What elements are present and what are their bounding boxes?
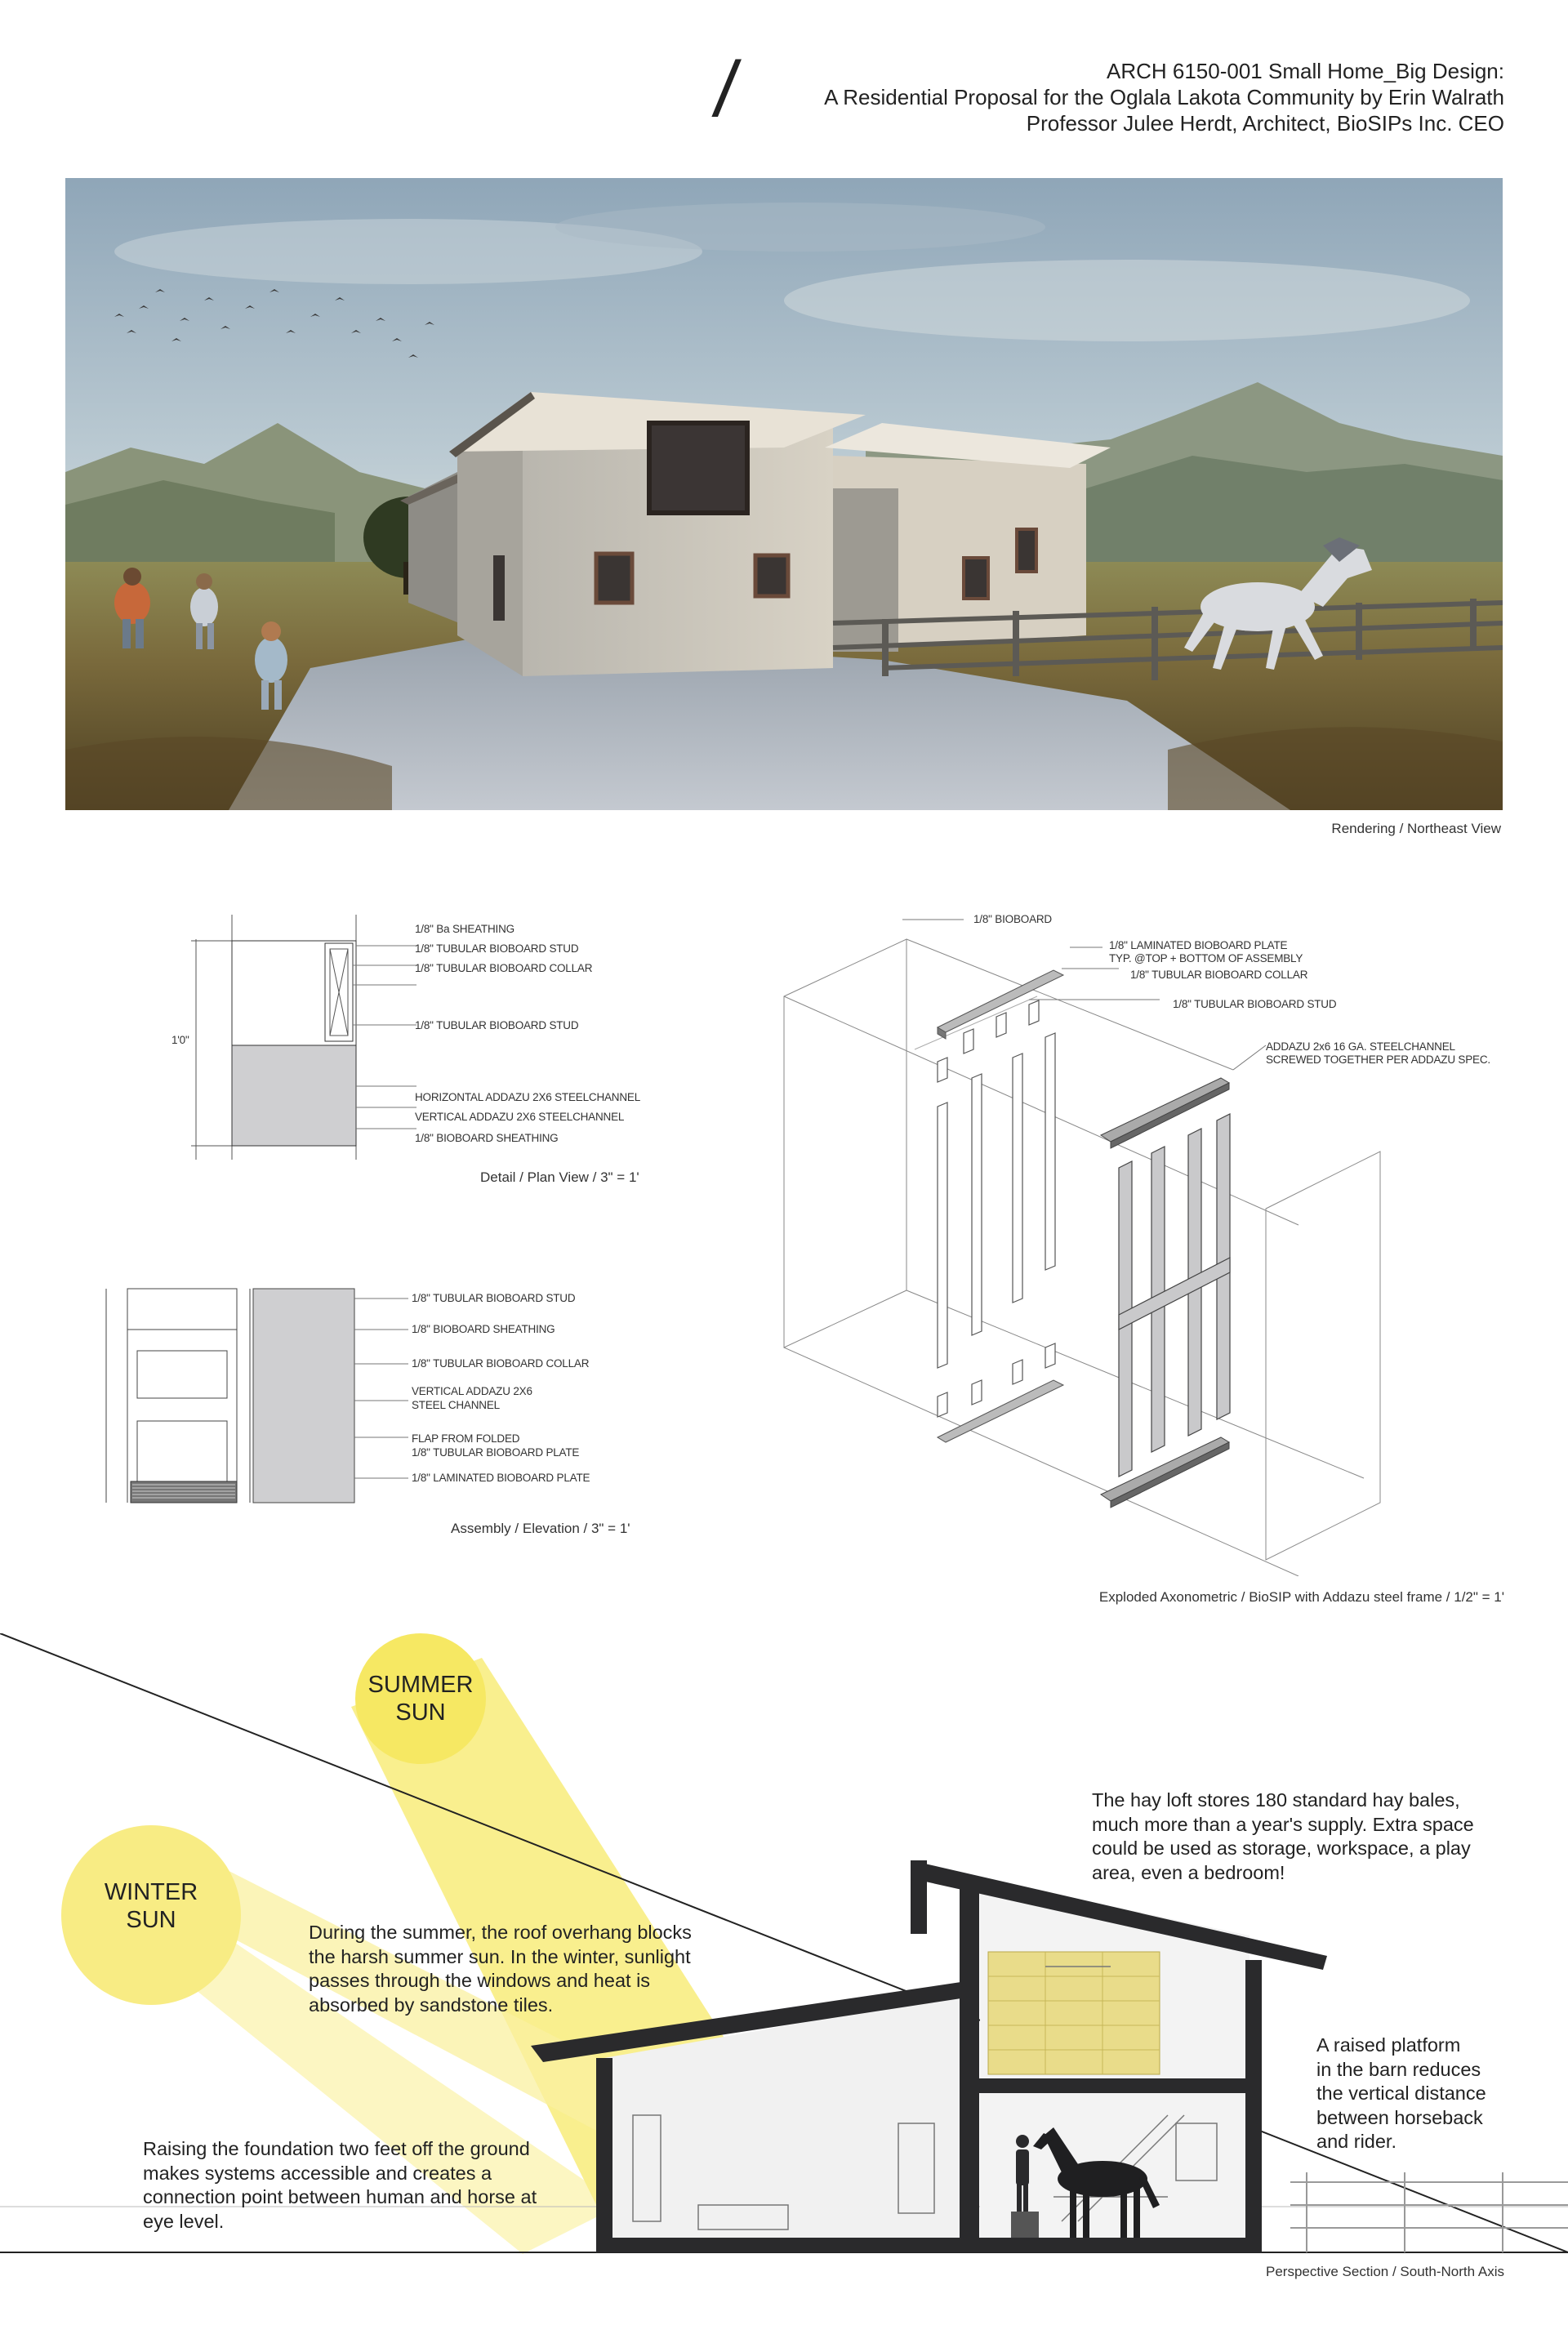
text-line: eye level. xyxy=(143,2210,225,2232)
header-project-title: A Residential Proposal for the Oglala Lakota Community by Erin Walrath xyxy=(824,85,1504,109)
text-line: Raising the foundation two feet off the ground xyxy=(143,2138,530,2159)
assembly-label: 1/8" TUBULAR BIOBOARD COLLAR xyxy=(412,1357,590,1370)
detail-dimension: 1'0" xyxy=(172,1034,189,1046)
text-line: connection point between human and horse at xyxy=(143,2186,537,2207)
caption-assembly: Assembly / Elevation / 3" = 1' xyxy=(451,1521,630,1536)
exploded-label: ADDAZU 2x6 16 GA. STEELCHANNEL xyxy=(1266,1040,1455,1053)
summer-sun-line: SUMMER xyxy=(368,1672,474,1698)
assembly-label: FLAP FROM FOLDED xyxy=(412,1432,520,1445)
text-line: the harsh summer sun. In the winter, sunlight xyxy=(309,1945,691,1967)
assembly-label: VERTICAL ADDAZU 2X6 xyxy=(412,1385,532,1397)
assembly-label: 1/8" TUBULAR BIOBOARD PLATE xyxy=(412,1446,580,1459)
assembly-label: STEEL CHANNEL xyxy=(412,1399,500,1411)
detail-label: 1/8" Ba SHEATHING xyxy=(415,923,514,935)
summer-sun-label xyxy=(355,1671,486,1726)
detail-label: 1/8" TUBULAR BIOBOARD STUD xyxy=(415,942,579,955)
assembly-label: 1/8" TUBULAR BIOBOARD STUD xyxy=(412,1292,576,1304)
detail-label: 1/8" BIOBOARD SHEATHING xyxy=(415,1132,559,1144)
text-line: and rider. xyxy=(1316,2131,1396,2152)
exploded-label: 1/8" TUBULAR BIOBOARD COLLAR xyxy=(1130,969,1308,981)
header-course-title: ARCH 6150-001 Small Home_Big Design: xyxy=(1106,59,1504,83)
roof-overhang-text xyxy=(309,1921,692,2017)
caption-detail: Detail / Plan View / 3" = 1' xyxy=(480,1169,639,1185)
header-professor: Professor Julee Herdt, Architect, BioSIPs Inc. CEO xyxy=(1026,111,1504,136)
text-line: much more than a year's supply. Extra space xyxy=(1092,1813,1474,1835)
summer-sun-line: SUN xyxy=(395,1699,446,1726)
caption-section: Perspective Section / South-North Axis xyxy=(1266,2264,1504,2279)
caption-rendering: Rendering / Northeast View xyxy=(1331,821,1501,836)
winter-sun-label xyxy=(86,1878,216,1934)
winter-sun-line: WINTER xyxy=(104,1879,198,1905)
exploded-label: TYP. @TOP + BOTTOM OF ASSEMBLY xyxy=(1109,952,1303,964)
hay-loft-text xyxy=(1092,1788,1474,1885)
detail-label: VERTICAL ADDAZU 2X6 STEELCHANNEL xyxy=(415,1111,625,1123)
text-line: in the barn reduces xyxy=(1316,2058,1481,2080)
exploded-label: 1/8" LAMINATED BIOBOARD PLATE xyxy=(1109,939,1288,951)
exploded-label: 1/8" TUBULAR BIOBOARD STUD xyxy=(1173,998,1337,1010)
winter-sun-line: SUN xyxy=(126,1907,176,1933)
text-line: area, even a bedroom! xyxy=(1092,1861,1285,1883)
text-line: A raised platform xyxy=(1316,2034,1461,2056)
detail-label: HORIZONTAL ADDAZU 2X6 STEELCHANNEL xyxy=(415,1091,641,1103)
text-line: between horseback xyxy=(1316,2106,1483,2128)
detail-label: 1/8" TUBULAR BIOBOARD STUD xyxy=(415,1019,579,1031)
text-line: could be used as storage, workspace, a play xyxy=(1092,1838,1471,1859)
rendering-image xyxy=(65,178,1503,810)
assembly-label: 1/8" BIOBOARD SHEATHING xyxy=(412,1323,555,1335)
raised-platform-text xyxy=(1316,2034,1486,2154)
assembly-elevation-drawing xyxy=(98,1282,425,1511)
text-line: the vertical distance xyxy=(1316,2082,1486,2104)
text-line: makes systems accessible and creates a xyxy=(143,2162,492,2184)
foundation-text xyxy=(143,2137,537,2234)
text-line: During the summer, the roof overhang blocks xyxy=(309,1922,692,1943)
text-line: absorbed by sandstone tiles. xyxy=(309,1993,554,2016)
text-line: passes through the windows and heat is xyxy=(309,1970,651,1991)
caption-exploded: Exploded Axonometric / BioSIP with Addazu steel frame / 1/2" = 1' xyxy=(1098,1589,1504,1605)
assembly-label: 1/8" LAMINATED BIOBOARD PLATE xyxy=(412,1472,590,1484)
detail-label: 1/8" TUBULAR BIOBOARD COLLAR xyxy=(415,962,593,974)
header-slash: / xyxy=(709,46,744,133)
exploded-label: 1/8" BIOBOARD xyxy=(973,913,1052,925)
exploded-label: SCREWED TOGETHER PER ADDAZU SPEC. xyxy=(1266,1054,1490,1066)
text-line: The hay loft stores 180 standard hay bales, xyxy=(1092,1789,1460,1811)
